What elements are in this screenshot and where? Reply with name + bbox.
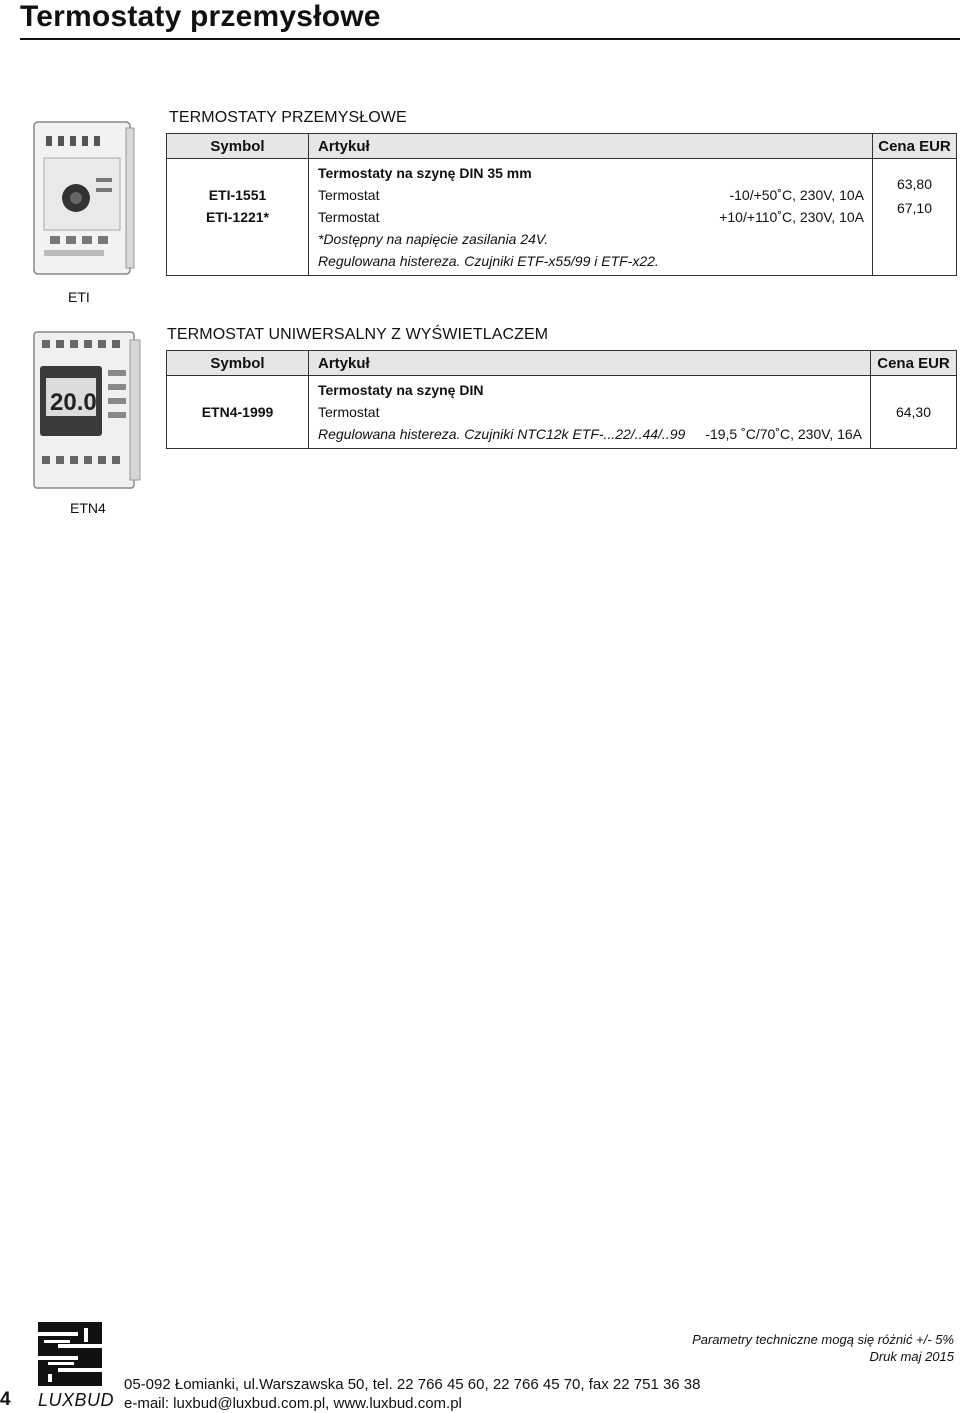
group-label: Termostaty na szynę DIN 35 mm bbox=[318, 165, 532, 181]
product-name: Termostat bbox=[318, 209, 380, 225]
group-label: Termostaty na szynę DIN bbox=[318, 382, 484, 398]
footer-note bbox=[692, 1331, 954, 1365]
product-name: Termostat bbox=[318, 404, 380, 420]
page-number: 4 bbox=[0, 1389, 11, 1410]
logo-text: LUXBUD bbox=[38, 1390, 115, 1410]
page-title: Termostaty przemysłowe bbox=[20, 0, 381, 33]
header-article: Artykuł bbox=[309, 351, 871, 376]
luxbud-logo bbox=[34, 1320, 106, 1393]
table-header-row bbox=[167, 134, 957, 159]
company-address bbox=[124, 1375, 701, 1413]
disclaimer: Parametry techniczne mogą się różnić +/- 5% bbox=[692, 1332, 954, 1347]
table-row bbox=[167, 159, 957, 276]
header-symbol: Symbol bbox=[167, 134, 309, 159]
product-price: 64,30 bbox=[871, 376, 957, 449]
section-title-etn4: TERMOSTAT UNIWERSALNY Z WYŚWIETLACZEM bbox=[167, 326, 549, 343]
header-symbol: Symbol bbox=[167, 351, 309, 376]
eti-product-photo bbox=[30, 118, 138, 278]
etn4-price-table bbox=[166, 350, 957, 449]
table-row bbox=[167, 376, 957, 449]
product-symbol: ETI-1221* bbox=[205, 209, 270, 225]
header-price: Cena EUR bbox=[873, 134, 957, 159]
table-header-row bbox=[167, 351, 957, 376]
product-spec: -19,5 ˚C/70˚C, 230V, 16A bbox=[705, 426, 862, 442]
etn4-photo-caption: ETN4 bbox=[70, 500, 106, 516]
section-title-eti: TERMOSTATY PRZEMYSŁOWE bbox=[169, 109, 407, 126]
eti-photo-caption: ETI bbox=[68, 289, 90, 305]
eti-price-table bbox=[166, 133, 957, 276]
product-spec: -10/+50˚C, 230V, 10A bbox=[729, 187, 864, 203]
product-name: Termostat bbox=[318, 187, 380, 203]
address-line: 05-092 Łomianki, ul.Warszawska 50, tel. 22 766 45 60, 22 766 45 70, fax 22 751 36 38 bbox=[124, 1376, 701, 1393]
product-spec: +10/+110˚C, 230V, 10A bbox=[719, 209, 864, 225]
print-date: Druk maj 2015 bbox=[869, 1349, 954, 1364]
product-note: *Dostępny na napięcie zasilania 24V. bbox=[318, 231, 549, 247]
lcd-display-value: 20.0 bbox=[50, 389, 97, 416]
product-symbol: ETN4-1999 bbox=[167, 376, 309, 449]
product-symbol: ETI-1551 bbox=[208, 187, 267, 203]
etn4-product-photo bbox=[30, 326, 144, 494]
product-price: 67,10 bbox=[896, 200, 933, 216]
product-note: Regulowana histereza. Czujniki NTC12k ETF-...22/..44/..99 bbox=[318, 426, 686, 442]
header-article: Artykuł bbox=[309, 134, 873, 159]
contact-line: e-mail: luxbud@luxbud.com.pl, www.luxbud.com.pl bbox=[124, 1395, 462, 1412]
product-price: 63,80 bbox=[896, 176, 933, 192]
product-note: Regulowana histereza. Czujniki ETF-x55/99 i ETF-x22. bbox=[318, 253, 659, 269]
title-rule bbox=[20, 38, 960, 40]
header-price: Cena EUR bbox=[871, 351, 957, 376]
